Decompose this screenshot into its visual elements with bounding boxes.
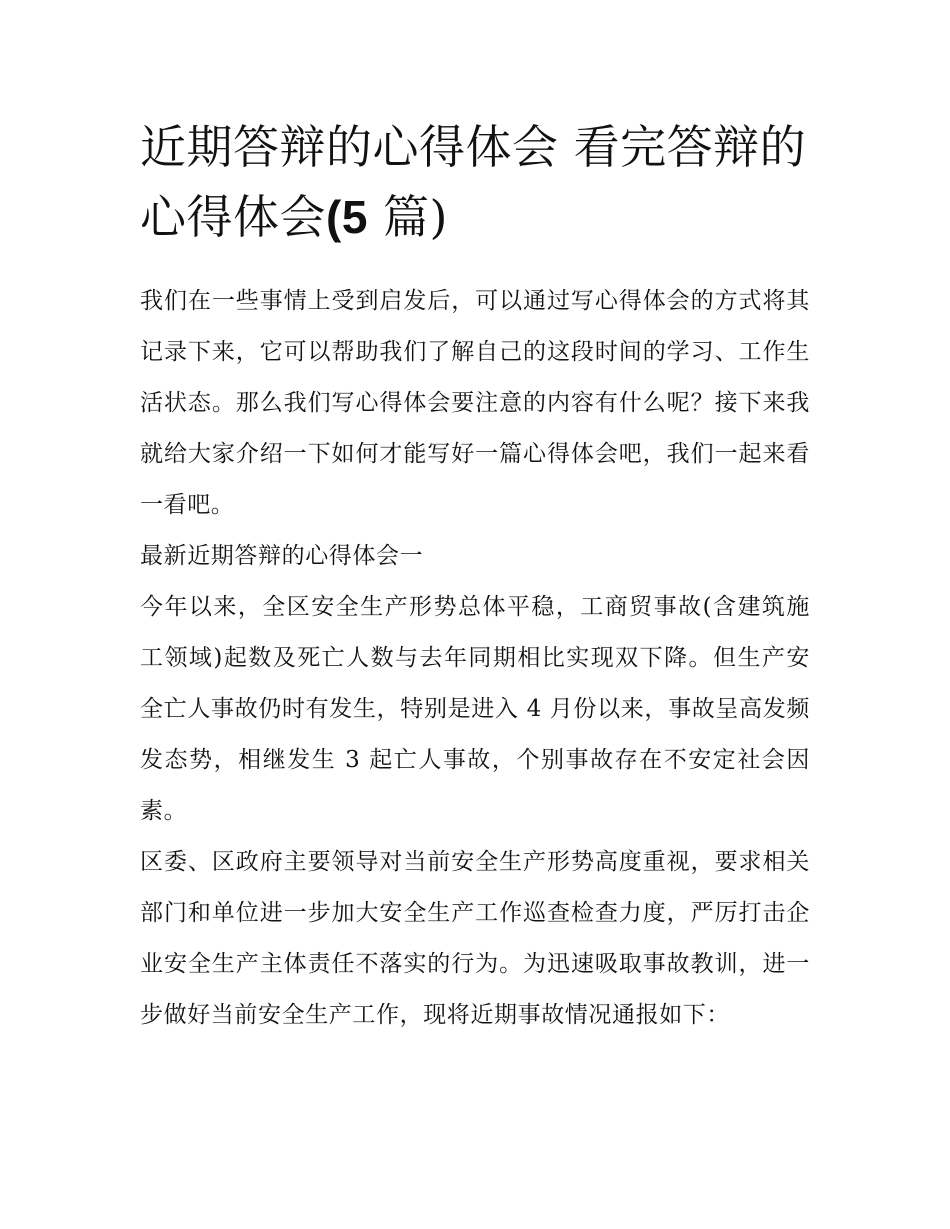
title-count: (5 xyxy=(326,191,368,243)
title-text: 近期答辩的心得体会 看完答辩的心得体会 xyxy=(140,120,807,244)
intro-paragraph: 我们在一些事情上受到启发后，可以通过写心得体会的方式将其记录下来，它可以帮助我们了解自己的这段时间的学习、工作生活状态。那么我们写心得体会要注意的内容有什么呢？接下来我就给大家介绍一下如何才能写好一篇心得体会吧，我们一起来看一看吧。 xyxy=(140,288,810,518)
document-content xyxy=(140,112,810,1041)
body-paragraph: 区委、区政府主要领导对当前安全生产形势高度重视，要求相关部门和单位进一步加大安全生产工作巡查检查力度，严厉打击企业安全生产主体责任不落实的行为。为迅速吸取事故教训，进一步做好当前安全生产工作，现将近期事故情况通报如下： xyxy=(140,849,810,1028)
title-suffix: 篇) xyxy=(367,190,448,244)
document-title xyxy=(140,112,810,252)
section-heading: 最新近期答辩的心得体会一 xyxy=(140,543,424,569)
body-paragraph: 今年以来，全区安全生产形势总体平稳，工商贸事故(含建筑施工领域)起数及死亡人数与去年同期相比实现双下降。但生产安全亡人事故仍时有发生，特别是进入 4 月份以来，事故呈高发频发态势，相继发生 3 起亡人事故，个别事故存在不安定社会因素。 xyxy=(140,594,810,824)
